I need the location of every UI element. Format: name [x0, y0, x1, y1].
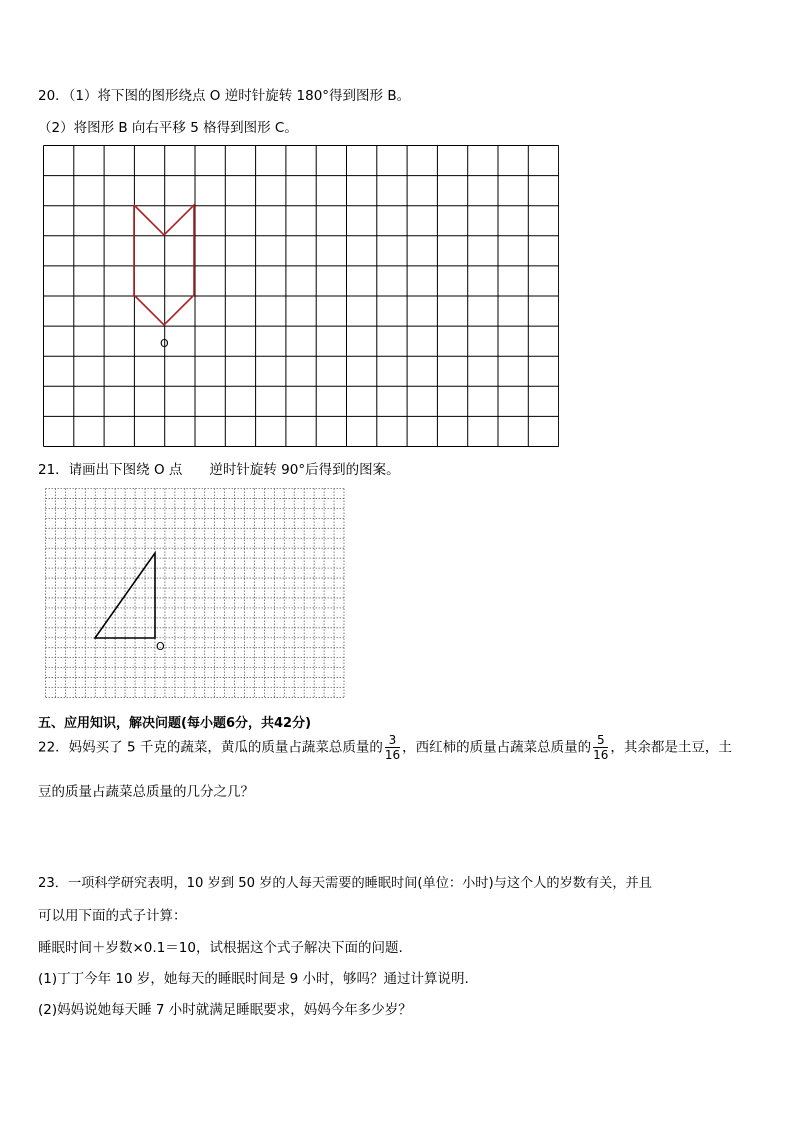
q20-instruction-1: 20．（1）将下图的图形绕点 O 逆时针旋转 180°得到图形 B。: [38, 88, 411, 104]
q23-line-3: 睡眠时间＋岁数×0.1＝10，试根据这个式子解决下面的问题.: [38, 940, 403, 956]
q22-fraction-1-denominator: 16: [384, 748, 401, 762]
q22-fraction-2-numerator: 5: [593, 733, 608, 748]
q23-line-1: 23．一项科学研究表明，10 岁到 50 岁的人每天需要的睡眠时间(单位：小时)与这个人的岁数有关，并且: [38, 876, 652, 891]
q22-line-1: [38, 733, 732, 762]
q20-shape: [134, 205, 194, 325]
q21-triangle: [95, 553, 155, 638]
section-5-heading: 五、应用知识，解决问题(每小题6分，共42分): [38, 716, 312, 731]
q23-line-2: 可以用下面的式子计算：: [38, 908, 187, 924]
q20-point-o-label: O: [160, 337, 169, 350]
q20-instruction-2: （2）将图形 B 向右平移 5 格得到图形 C。: [38, 120, 298, 136]
q23-line-4: (1)丁丁今年 10 岁，她每天的睡眠时间是 9 小时，够吗？通过计算说明.: [38, 971, 469, 987]
q22-part-3: ，其余都是土豆，土: [610, 739, 732, 756]
q22-part-2: ，西红柿的质量占蔬菜总质量的: [402, 739, 592, 756]
q22-part-1: 22．妈妈买了 5 千克的蔬菜，黄瓜的质量占蔬菜总质量的: [38, 739, 383, 756]
q21-point-o-label: O: [156, 640, 165, 653]
q22-fraction-1-numerator: 3: [385, 733, 400, 748]
q22-fraction-2: [593, 733, 608, 762]
q20-grid: [43, 145, 559, 448]
q22-fraction-2-denominator: 16: [593, 748, 609, 762]
q23-line-5: (2)妈妈说她每天睡 7 小时就满足睡眠要求，妈妈今年多少岁？: [38, 1002, 412, 1018]
q22-fraction-1: [385, 733, 400, 762]
q22-line-2: 豆的质量占蔬菜总质量的几分之几？: [38, 784, 254, 800]
q21-dotted-grid: [45, 488, 345, 700]
q21-instruction: 21．请画出下图绕 O 点 逆时针旋转 90°后得到的图案。: [38, 462, 400, 478]
